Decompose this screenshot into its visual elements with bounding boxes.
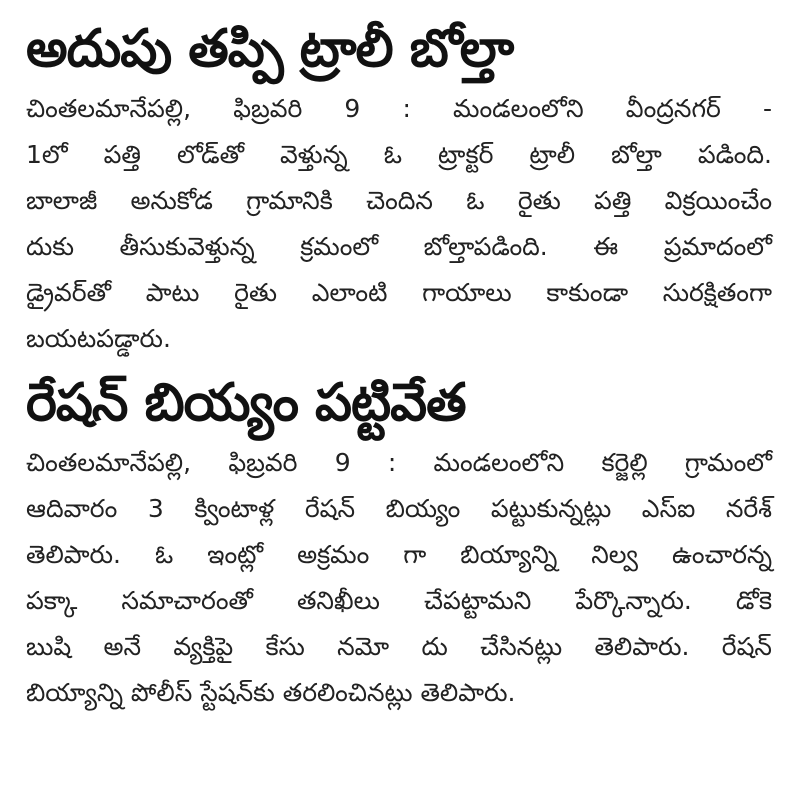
body-line: బుషి అనే వ్యక్తిపై కేసు నమో దు చేసినట్లు తెలిపారు. రేషన్: [26, 632, 772, 661]
article-trolley-overturn: [26, 14, 772, 362]
body-line: డ్రైవర్‌తో పాటు రైతు ఎలాంటి గాయాలు కాకుండా సురక్షితంగా: [26, 278, 772, 307]
body-line: 1లో పత్తి లోడ్‌తో వెళ్తున్న ఓ ట్రాక్టర్ ట్రాలీ బోల్తా పడింది.: [26, 140, 772, 169]
body-line: పక్కా సమాచారంతో తనిఖీలు చేపట్టామని పేర్కొన్నారు. డోకె: [26, 586, 772, 615]
body-line: దుకు తీసుకువెళ్తున్న క్రమంలో బోల్తాపడింది. ఈ ప్రమాదంలో: [26, 232, 772, 261]
article-body: [26, 440, 772, 716]
body-line: బియ్యాన్ని పోలీస్ స్టేషన్‌కు తరలించినట్లు తెలిపారు.: [26, 678, 516, 707]
body-line: ఆదివారం 3 క్వింటాళ్ల రేషన్ బియ్యం పట్టుకున్నట్లు ఎస్ఐ నరేశ్: [26, 494, 772, 523]
article-body: [26, 86, 772, 362]
article-headline: అదుపు తప్పి ట్రాలీ బోల్తా: [26, 19, 514, 79]
body-line: బయటపడ్డారు.: [26, 324, 171, 353]
body-line: బాలాజీ అనుకోడ గ్రామానికి చెందిన ఓ రైతు పత్తి విక్రయించేం: [26, 186, 772, 215]
body-line: చింతలమానేపల్లి, ఫిబ్రవరి 9 : మండలంలోని కర్జెల్లి గ్రామంలో: [26, 448, 772, 477]
article-headline: రేషన్ బియ్యం పట్టివేత: [26, 373, 466, 433]
article-ration-rice-seized: [26, 368, 772, 716]
body-line: తెలిపారు. ఓ ఇంట్లో అక్రమం గా బియ్యాన్ని నిల్వ ఉంచారన్న: [26, 540, 772, 569]
body-line: చింతలమానేపల్లి, ఫిబ్రవరి 9 : మండలంలోని వీంద్రనగర్ -: [26, 94, 772, 123]
